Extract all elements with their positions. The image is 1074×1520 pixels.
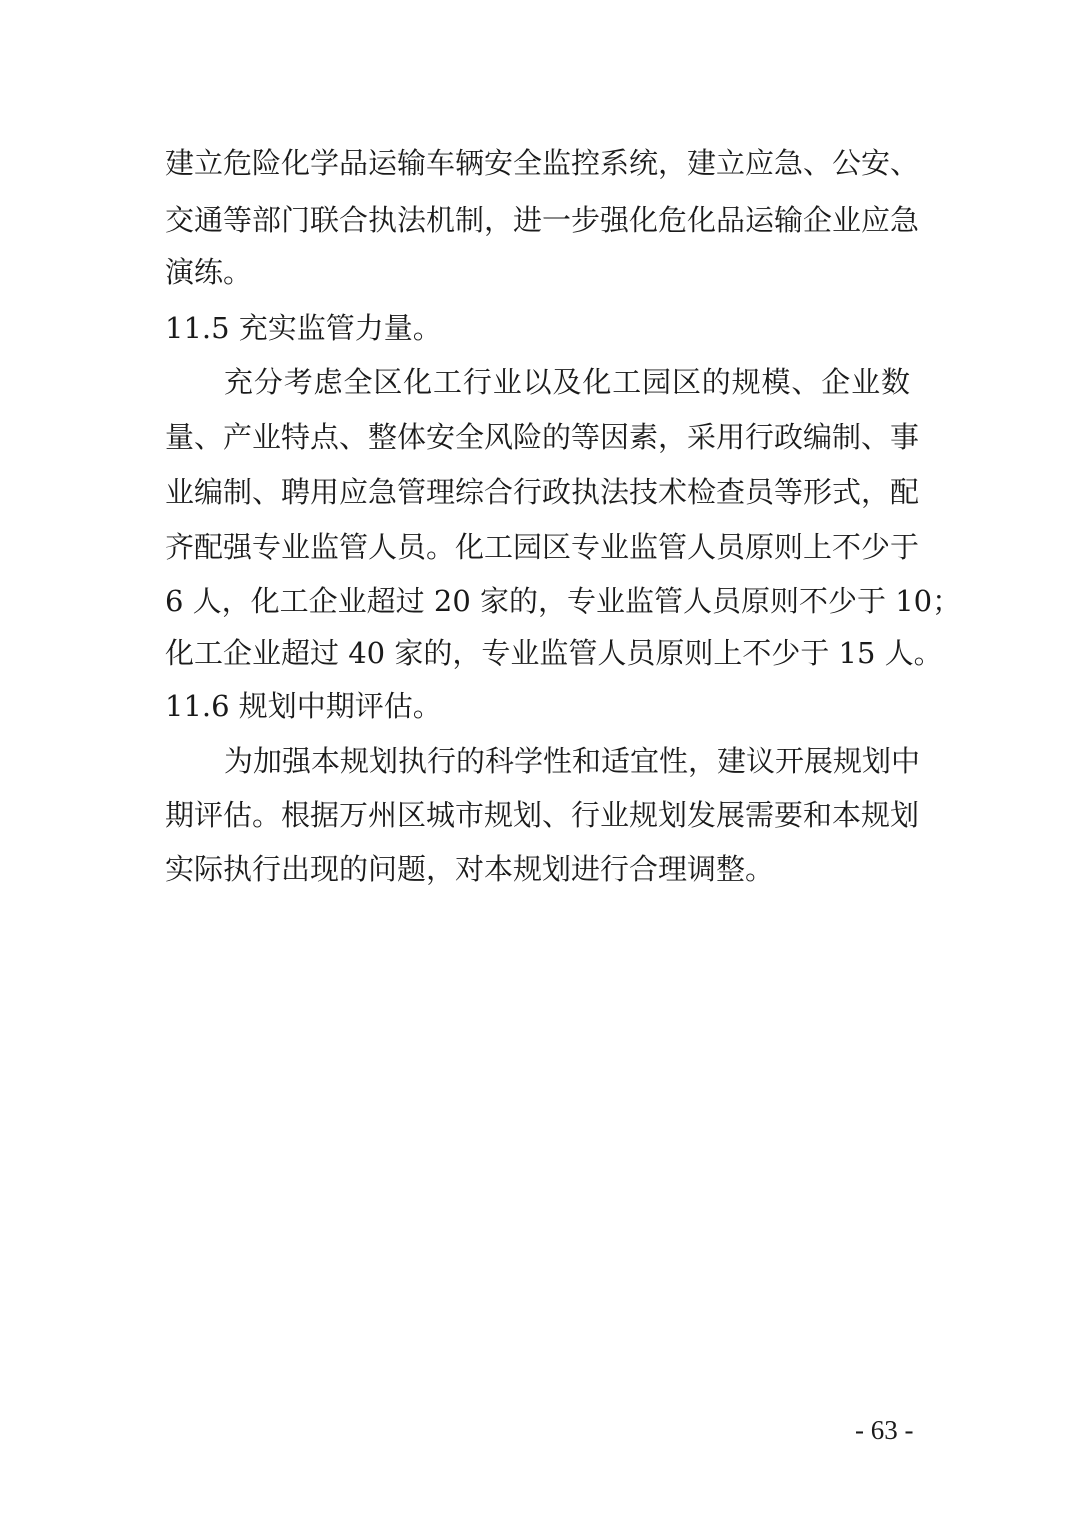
text-line: 业编制、聘用应急管理综合行政执法技术检查员等形式，配 xyxy=(165,475,920,509)
text-line: 化工企业超过 40 家的，专业监管人员原则上不少于 15 人。 xyxy=(165,636,943,670)
text-line: 交通等部门联合执法机制，进一步强化危化品运输企业应急 xyxy=(165,203,920,237)
text-line: 演练。 xyxy=(165,255,253,289)
section-heading-11-5: 11.5 充实监管力量。 xyxy=(165,311,442,345)
text-line: 量、产业特点、整体安全风险的等因素，采用行政编制、事 xyxy=(165,420,920,454)
text-line: 齐配强专业监管人员。化工园区专业监管人员原则上不少于 xyxy=(165,530,920,564)
text-line: 6 人，化工企业超过 20 家的，专业监管人员原则不少于 10； xyxy=(165,584,962,618)
text-line: 期评估。根据万州区城市规划、行业规划发展需要和本规划 xyxy=(165,798,920,832)
text-line: 建立危险化学品运输车辆安全监控系统，建立应急、公安、 xyxy=(165,146,920,180)
page-number: - 63 - xyxy=(855,1415,914,1445)
section-heading-11-6: 11.6 规划中期评估。 xyxy=(165,689,442,723)
text-line: 为加强本规划执行的科学性和适宜性，建议开展规划中 xyxy=(224,744,921,778)
text-line: 实际执行出现的问题，对本规划进行合理调整。 xyxy=(165,852,775,886)
text-line: 充分考虑全区化工行业以及化工园区的规模、企业数 xyxy=(224,365,910,399)
